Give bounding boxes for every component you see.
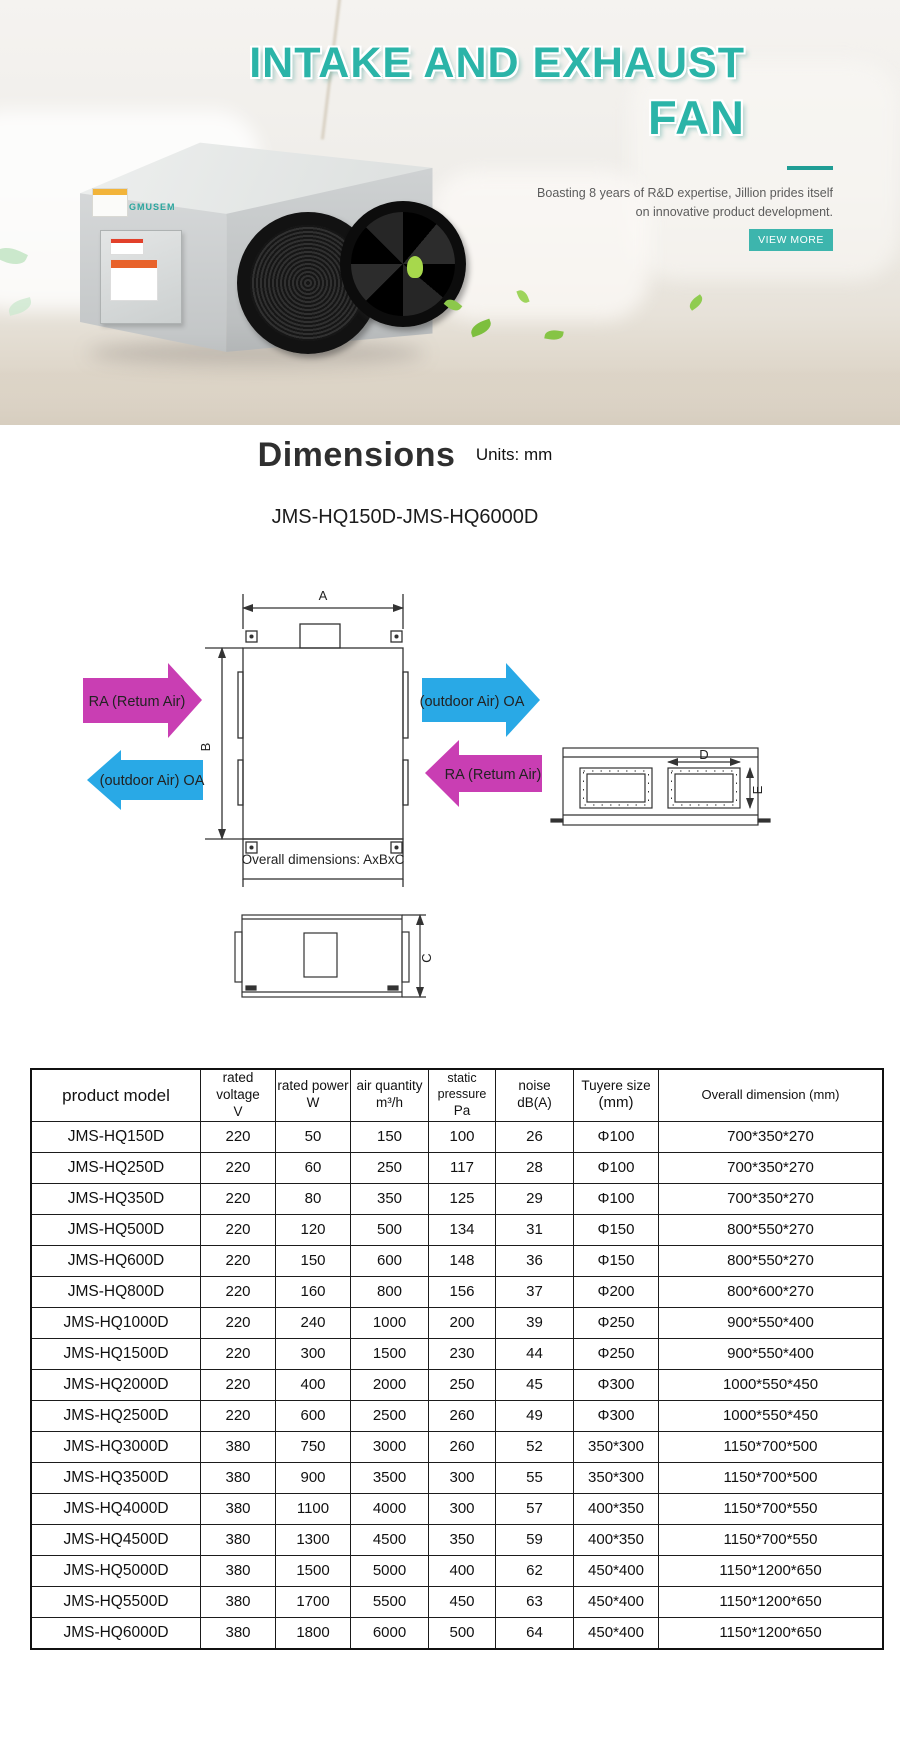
- dimension-diagram: [0, 530, 900, 1020]
- value-cell: 55: [496, 1462, 574, 1493]
- spec-table: [30, 1068, 884, 1650]
- value-cell: 350*300: [574, 1462, 659, 1493]
- hero-title: [249, 39, 745, 144]
- junction-box: [100, 230, 182, 324]
- model-cell: JMS-HQ2500D: [31, 1400, 201, 1431]
- value-cell: 150: [351, 1121, 429, 1152]
- value-cell: 5000: [351, 1555, 429, 1586]
- exhaust-impeller: [340, 201, 466, 327]
- background-floor: [0, 367, 900, 425]
- value-cell: 750: [276, 1431, 351, 1462]
- return-air-label-left: RA (Retum Air): [88, 694, 186, 710]
- value-cell: 400: [429, 1555, 496, 1586]
- caution-sticker: [110, 259, 158, 301]
- table-row: [31, 1431, 883, 1462]
- value-cell: 300: [429, 1493, 496, 1524]
- value-cell: 120: [276, 1214, 351, 1245]
- value-cell: Φ300: [574, 1400, 659, 1431]
- value-cell: 100: [429, 1121, 496, 1152]
- model-cell: JMS-HQ3500D: [31, 1462, 201, 1493]
- title-accent-dash: [787, 166, 833, 170]
- units-label: Units: mm: [475, 445, 553, 464]
- model-cell: JMS-HQ5000D: [31, 1555, 201, 1586]
- hero-banner: [0, 0, 900, 425]
- value-cell: 380: [201, 1462, 276, 1493]
- value-cell: 700*350*270: [659, 1183, 884, 1214]
- table-row: [31, 1307, 883, 1338]
- value-cell: 350: [429, 1524, 496, 1555]
- table-row: [31, 1245, 883, 1276]
- value-cell: 600: [351, 1245, 429, 1276]
- value-cell: 800*550*270: [659, 1245, 884, 1276]
- table-row: [31, 1586, 883, 1617]
- value-cell: 117: [429, 1152, 496, 1183]
- dim-label-e: E: [750, 785, 765, 795]
- value-cell: 800*550*270: [659, 1214, 884, 1245]
- value-cell: 1150*700*550: [659, 1493, 884, 1524]
- value-cell: 800*600*270: [659, 1276, 884, 1307]
- table-row: [31, 1152, 883, 1183]
- value-cell: 220: [201, 1307, 276, 1338]
- table-row: [31, 1524, 883, 1555]
- value-cell: 400*350: [574, 1493, 659, 1524]
- table-row: [31, 1462, 883, 1493]
- column-header: Tuyere size (mm): [574, 1069, 659, 1121]
- value-cell: 2500: [351, 1400, 429, 1431]
- top-view-drawing: [205, 594, 408, 887]
- value-cell: 300: [429, 1462, 496, 1493]
- value-cell: 500: [429, 1617, 496, 1649]
- value-cell: 250: [351, 1152, 429, 1183]
- spec-table-head: [31, 1069, 883, 1121]
- value-cell: 700*350*270: [659, 1121, 884, 1152]
- value-cell: 2000: [351, 1369, 429, 1400]
- product-image-fan-unit: [65, 138, 440, 368]
- table-row: [31, 1214, 883, 1245]
- value-cell: 80: [276, 1183, 351, 1214]
- hero-description: [503, 184, 833, 223]
- value-cell: 156: [429, 1276, 496, 1307]
- value-cell: 62: [496, 1555, 574, 1586]
- value-cell: 380: [201, 1617, 276, 1649]
- value-cell: 1150*700*500: [659, 1431, 884, 1462]
- value-cell: 900: [276, 1462, 351, 1493]
- value-cell: 220: [201, 1121, 276, 1152]
- column-header: static pressure Pa: [429, 1069, 496, 1121]
- value-cell: 1500: [276, 1555, 351, 1586]
- value-cell: 125: [429, 1183, 496, 1214]
- column-header: noise dB(A): [496, 1069, 574, 1121]
- value-cell: 220: [201, 1338, 276, 1369]
- model-range-label: JMS-HQ150D-JMS-HQ6000D: [271, 506, 539, 528]
- value-cell: 3500: [351, 1462, 429, 1493]
- view-more-button[interactable]: VIEW MORE: [749, 229, 833, 251]
- value-cell: 60: [276, 1152, 351, 1183]
- value-cell: 45: [496, 1369, 574, 1400]
- value-cell: 500: [351, 1214, 429, 1245]
- value-cell: 900*550*400: [659, 1307, 884, 1338]
- value-cell: 380: [201, 1493, 276, 1524]
- value-cell: 220: [201, 1152, 276, 1183]
- value-cell: Φ150: [574, 1214, 659, 1245]
- model-cell: JMS-HQ150D: [31, 1121, 201, 1152]
- value-cell: 380: [201, 1586, 276, 1617]
- value-cell: 400: [276, 1369, 351, 1400]
- value-cell: 220: [201, 1214, 276, 1245]
- value-cell: 1300: [276, 1524, 351, 1555]
- value-cell: 260: [429, 1431, 496, 1462]
- value-cell: 220: [201, 1369, 276, 1400]
- value-cell: 250: [429, 1369, 496, 1400]
- value-cell: 1800: [276, 1617, 351, 1649]
- value-cell: Φ100: [574, 1121, 659, 1152]
- value-cell: 28: [496, 1152, 574, 1183]
- value-cell: 59: [496, 1524, 574, 1555]
- value-cell: 380: [201, 1524, 276, 1555]
- value-cell: 700*350*270: [659, 1152, 884, 1183]
- side-view-drawing: [551, 748, 770, 825]
- value-cell: 800: [351, 1276, 429, 1307]
- brand-logo: GMUSEM: [129, 202, 176, 212]
- value-cell: Φ150: [574, 1245, 659, 1276]
- value-cell: 49: [496, 1400, 574, 1431]
- model-cell: JMS-HQ250D: [31, 1152, 201, 1183]
- value-cell: 64: [496, 1617, 574, 1649]
- table-row: [31, 1183, 883, 1214]
- table-row: [31, 1338, 883, 1369]
- model-cell: JMS-HQ1000D: [31, 1307, 201, 1338]
- value-cell: 450*400: [574, 1555, 659, 1586]
- table-row: [31, 1400, 883, 1431]
- value-cell: 39: [496, 1307, 574, 1338]
- leaf-decoration: [544, 329, 563, 342]
- value-cell: 29: [496, 1183, 574, 1214]
- airflow-arrows: [83, 663, 542, 810]
- model-cell: JMS-HQ500D: [31, 1214, 201, 1245]
- value-cell: 31: [496, 1214, 574, 1245]
- value-cell: 400*350: [574, 1524, 659, 1555]
- value-cell: 380: [201, 1431, 276, 1462]
- value-cell: 6000: [351, 1617, 429, 1649]
- table-row: [31, 1555, 883, 1586]
- value-cell: 240: [276, 1307, 351, 1338]
- dim-label-a: A: [318, 588, 328, 603]
- value-cell: 4500: [351, 1524, 429, 1555]
- value-cell: 148: [429, 1245, 496, 1276]
- value-cell: 900*550*400: [659, 1338, 884, 1369]
- hero-title-line2: FAN: [648, 91, 745, 144]
- table-row: [31, 1121, 883, 1152]
- value-cell: Φ300: [574, 1369, 659, 1400]
- column-header: Overall dimension (mm): [659, 1069, 884, 1121]
- model-cell: JMS-HQ4500D: [31, 1524, 201, 1555]
- header-row: [31, 1069, 883, 1121]
- dim-label-d: D: [699, 747, 709, 762]
- hero-description-line2: on innovative product development.: [635, 205, 833, 220]
- value-cell: 220: [201, 1183, 276, 1214]
- value-cell: 1000: [351, 1307, 429, 1338]
- value-cell: 50: [276, 1121, 351, 1152]
- value-cell: Φ100: [574, 1152, 659, 1183]
- value-cell: 1150*1200*650: [659, 1586, 884, 1617]
- section-title: Dimensions: [257, 436, 456, 474]
- column-header: rated voltage V: [201, 1069, 276, 1121]
- hero-title-line1: INTAKE AND EXHAUST: [249, 39, 745, 87]
- spec-table-body: [31, 1121, 883, 1649]
- column-header: product model: [31, 1069, 201, 1121]
- value-cell: 1000*550*450: [659, 1369, 884, 1400]
- model-cell: JMS-HQ2000D: [31, 1369, 201, 1400]
- model-cell: JMS-HQ6000D: [31, 1617, 201, 1649]
- value-cell: 1150*700*500: [659, 1462, 884, 1493]
- value-cell: 5500: [351, 1586, 429, 1617]
- danger-sticker: [110, 238, 144, 255]
- return-air-label-right: RA (Retum Air): [444, 767, 542, 783]
- model-cell: JMS-HQ350D: [31, 1183, 201, 1214]
- model-cell: JMS-HQ4000D: [31, 1493, 201, 1524]
- value-cell: 26: [496, 1121, 574, 1152]
- value-cell: 450: [429, 1586, 496, 1617]
- value-cell: 200: [429, 1307, 496, 1338]
- value-cell: 1150*1200*650: [659, 1617, 884, 1649]
- value-cell: 160: [276, 1276, 351, 1307]
- value-cell: Φ100: [574, 1183, 659, 1214]
- value-cell: 380: [201, 1555, 276, 1586]
- value-cell: 57: [496, 1493, 574, 1524]
- value-cell: 600: [276, 1400, 351, 1431]
- value-cell: 220: [201, 1276, 276, 1307]
- value-cell: 36: [496, 1245, 574, 1276]
- leaf-decoration: [687, 294, 705, 311]
- dimensions-heading-row: [0, 436, 810, 475]
- leaf-decoration: [469, 319, 494, 338]
- value-cell: 3000: [351, 1431, 429, 1462]
- value-cell: 220: [201, 1245, 276, 1276]
- table-row: [31, 1369, 883, 1400]
- value-cell: 350: [351, 1183, 429, 1214]
- value-cell: 1150*1200*650: [659, 1555, 884, 1586]
- value-cell: 44: [496, 1338, 574, 1369]
- value-cell: 4000: [351, 1493, 429, 1524]
- value-cell: 220: [201, 1400, 276, 1431]
- value-cell: 1000*550*450: [659, 1400, 884, 1431]
- model-cell: JMS-HQ1500D: [31, 1338, 201, 1369]
- value-cell: 134: [429, 1214, 496, 1245]
- warning-sticker: [92, 188, 128, 217]
- front-view-drawing: [235, 915, 426, 997]
- column-header: rated power W: [276, 1069, 351, 1121]
- hero-description-line1: Boasting 8 years of R&D expertise, Jillion prides itself: [537, 186, 833, 200]
- value-cell: 37: [496, 1276, 574, 1307]
- table-row: [31, 1276, 883, 1307]
- model-cell: JMS-HQ3000D: [31, 1431, 201, 1462]
- outdoor-air-label-right: (outdoor Air) OA: [419, 694, 525, 710]
- value-cell: 230: [429, 1338, 496, 1369]
- value-cell: 450*400: [574, 1617, 659, 1649]
- value-cell: 300: [276, 1338, 351, 1369]
- value-cell: 150: [276, 1245, 351, 1276]
- model-cell: JMS-HQ600D: [31, 1245, 201, 1276]
- model-cell: JMS-HQ800D: [31, 1276, 201, 1307]
- value-cell: 450*400: [574, 1586, 659, 1617]
- value-cell: 1700: [276, 1586, 351, 1617]
- value-cell: 1500: [351, 1338, 429, 1369]
- value-cell: 350*300: [574, 1431, 659, 1462]
- value-cell: Φ250: [574, 1338, 659, 1369]
- impeller-highlight: [407, 256, 423, 278]
- dim-label-c: C: [419, 953, 434, 963]
- column-header: air quantity m³/h: [351, 1069, 429, 1121]
- overall-dimensions-note: Overall dimensions: AxBxC: [241, 852, 405, 867]
- value-cell: Φ200: [574, 1276, 659, 1307]
- value-cell: 63: [496, 1586, 574, 1617]
- outdoor-air-label-left: (outdoor Air) OA: [99, 773, 205, 789]
- dim-label-b: B: [198, 742, 213, 752]
- table-row: [31, 1617, 883, 1649]
- value-cell: 1150*700*550: [659, 1524, 884, 1555]
- value-cell: 260: [429, 1400, 496, 1431]
- value-cell: 1100: [276, 1493, 351, 1524]
- value-cell: Φ250: [574, 1307, 659, 1338]
- model-cell: JMS-HQ5500D: [31, 1586, 201, 1617]
- table-row: [31, 1493, 883, 1524]
- value-cell: 52: [496, 1431, 574, 1462]
